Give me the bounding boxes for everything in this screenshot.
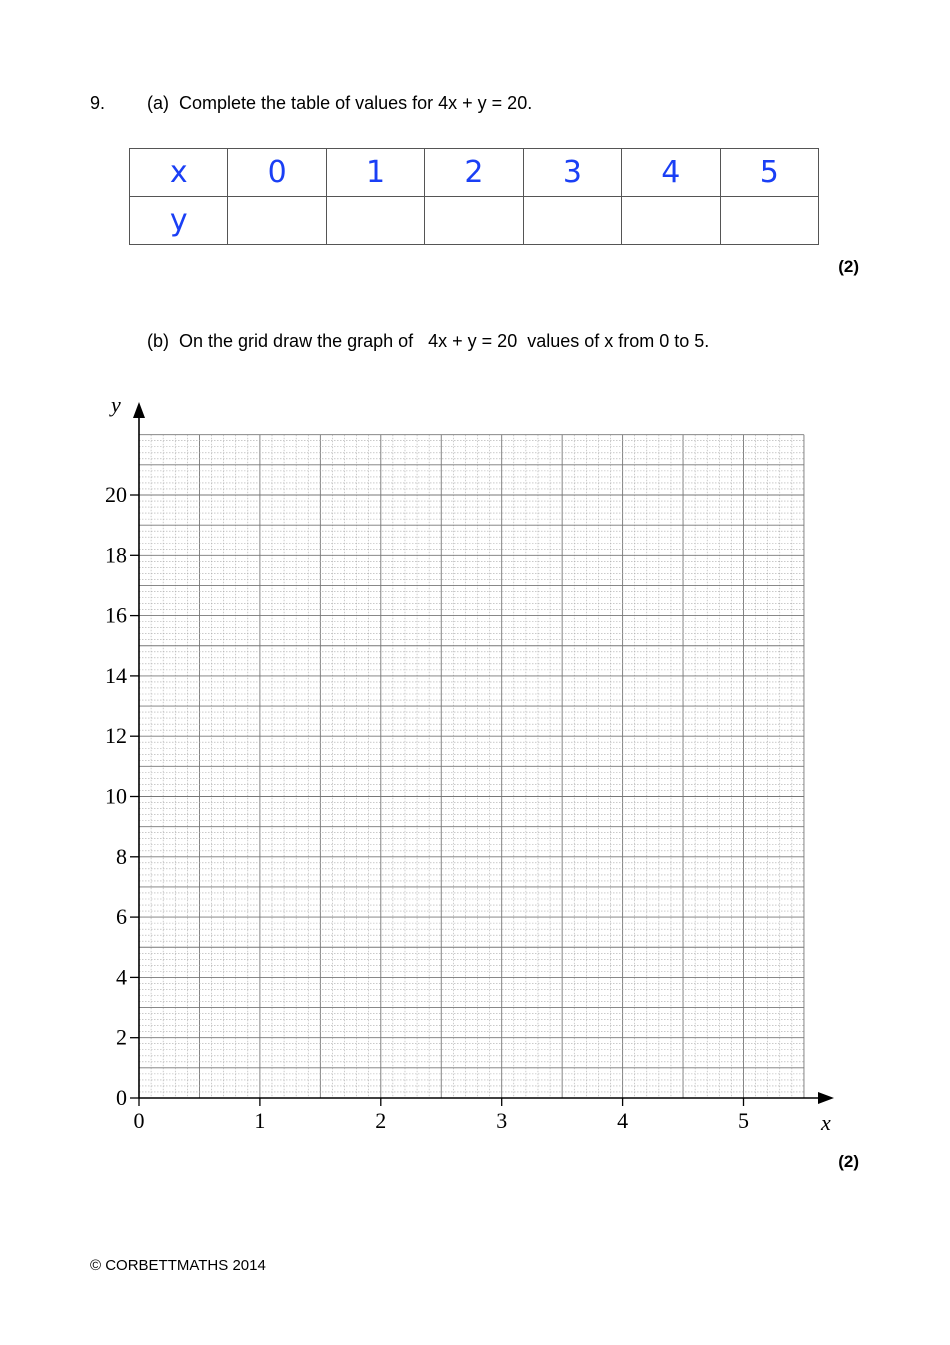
- y-tick-label: 12: [105, 723, 127, 749]
- graph-grid[interactable]: [0, 380, 950, 1150]
- part-a-instruction: (a) Complete the table of values for 4x + y = 20.: [147, 93, 533, 113]
- y-tick-label: 6: [116, 904, 127, 930]
- x-tick-label: 0: [133, 1108, 145, 1133]
- y-tick-label: 18: [105, 542, 127, 568]
- question-number: 9.: [90, 93, 106, 113]
- x-axis-arrow: [818, 1092, 834, 1104]
- table-of-values: [129, 148, 819, 245]
- y-tick-label: 20: [105, 482, 127, 507]
- y-tick-label: 8: [116, 843, 127, 869]
- x-value-cell: 4: [622, 149, 720, 197]
- x-axis-label: x: [821, 1110, 831, 1135]
- copyright-footer: © CORBETTMATHS 2014: [90, 1257, 266, 1274]
- x-value-cell: 1: [326, 149, 424, 197]
- y-tick-label: 4: [116, 964, 127, 990]
- y-tick-label: 0: [116, 1085, 127, 1110]
- part-b-instruction: (b) On the grid draw the graph of 4x + y = 20 values of x from 0 to 5.: [147, 331, 710, 351]
- y-tick-label: 2: [116, 1024, 127, 1050]
- x-tick-label: 2: [375, 1108, 387, 1133]
- x-value-cell: 2: [425, 149, 523, 197]
- y-answer-cell[interactable]: [720, 197, 818, 245]
- y-answer-cell[interactable]: [326, 197, 424, 245]
- y-tick-label: 10: [105, 783, 127, 809]
- x-tick-label: 4: [617, 1108, 629, 1133]
- x-row: [130, 149, 819, 197]
- x-value-cell: 5: [720, 149, 818, 197]
- y-axis-label: y: [111, 392, 121, 417]
- y-row: [130, 197, 819, 245]
- part-b-marks: (2): [838, 1152, 859, 1171]
- x-value-cell: 0: [228, 149, 326, 197]
- x-value-cell: 3: [523, 149, 621, 197]
- x-tick-label: 1: [254, 1108, 266, 1133]
- x-tick-label: 3: [496, 1108, 508, 1133]
- y-answer-cell[interactable]: [523, 197, 621, 245]
- y-axis-arrow: [133, 402, 145, 418]
- x-tick-label: 5: [738, 1108, 749, 1133]
- y-answer-cell[interactable]: [622, 197, 720, 245]
- x-row-header: x: [130, 149, 228, 197]
- y-answer-cell[interactable]: [425, 197, 523, 245]
- y-tick-label: 16: [105, 602, 127, 628]
- y-tick-label: 14: [105, 662, 127, 688]
- part-a-marks: (2): [838, 257, 859, 276]
- y-row-header: y: [130, 197, 228, 245]
- y-answer-cell[interactable]: [228, 197, 326, 245]
